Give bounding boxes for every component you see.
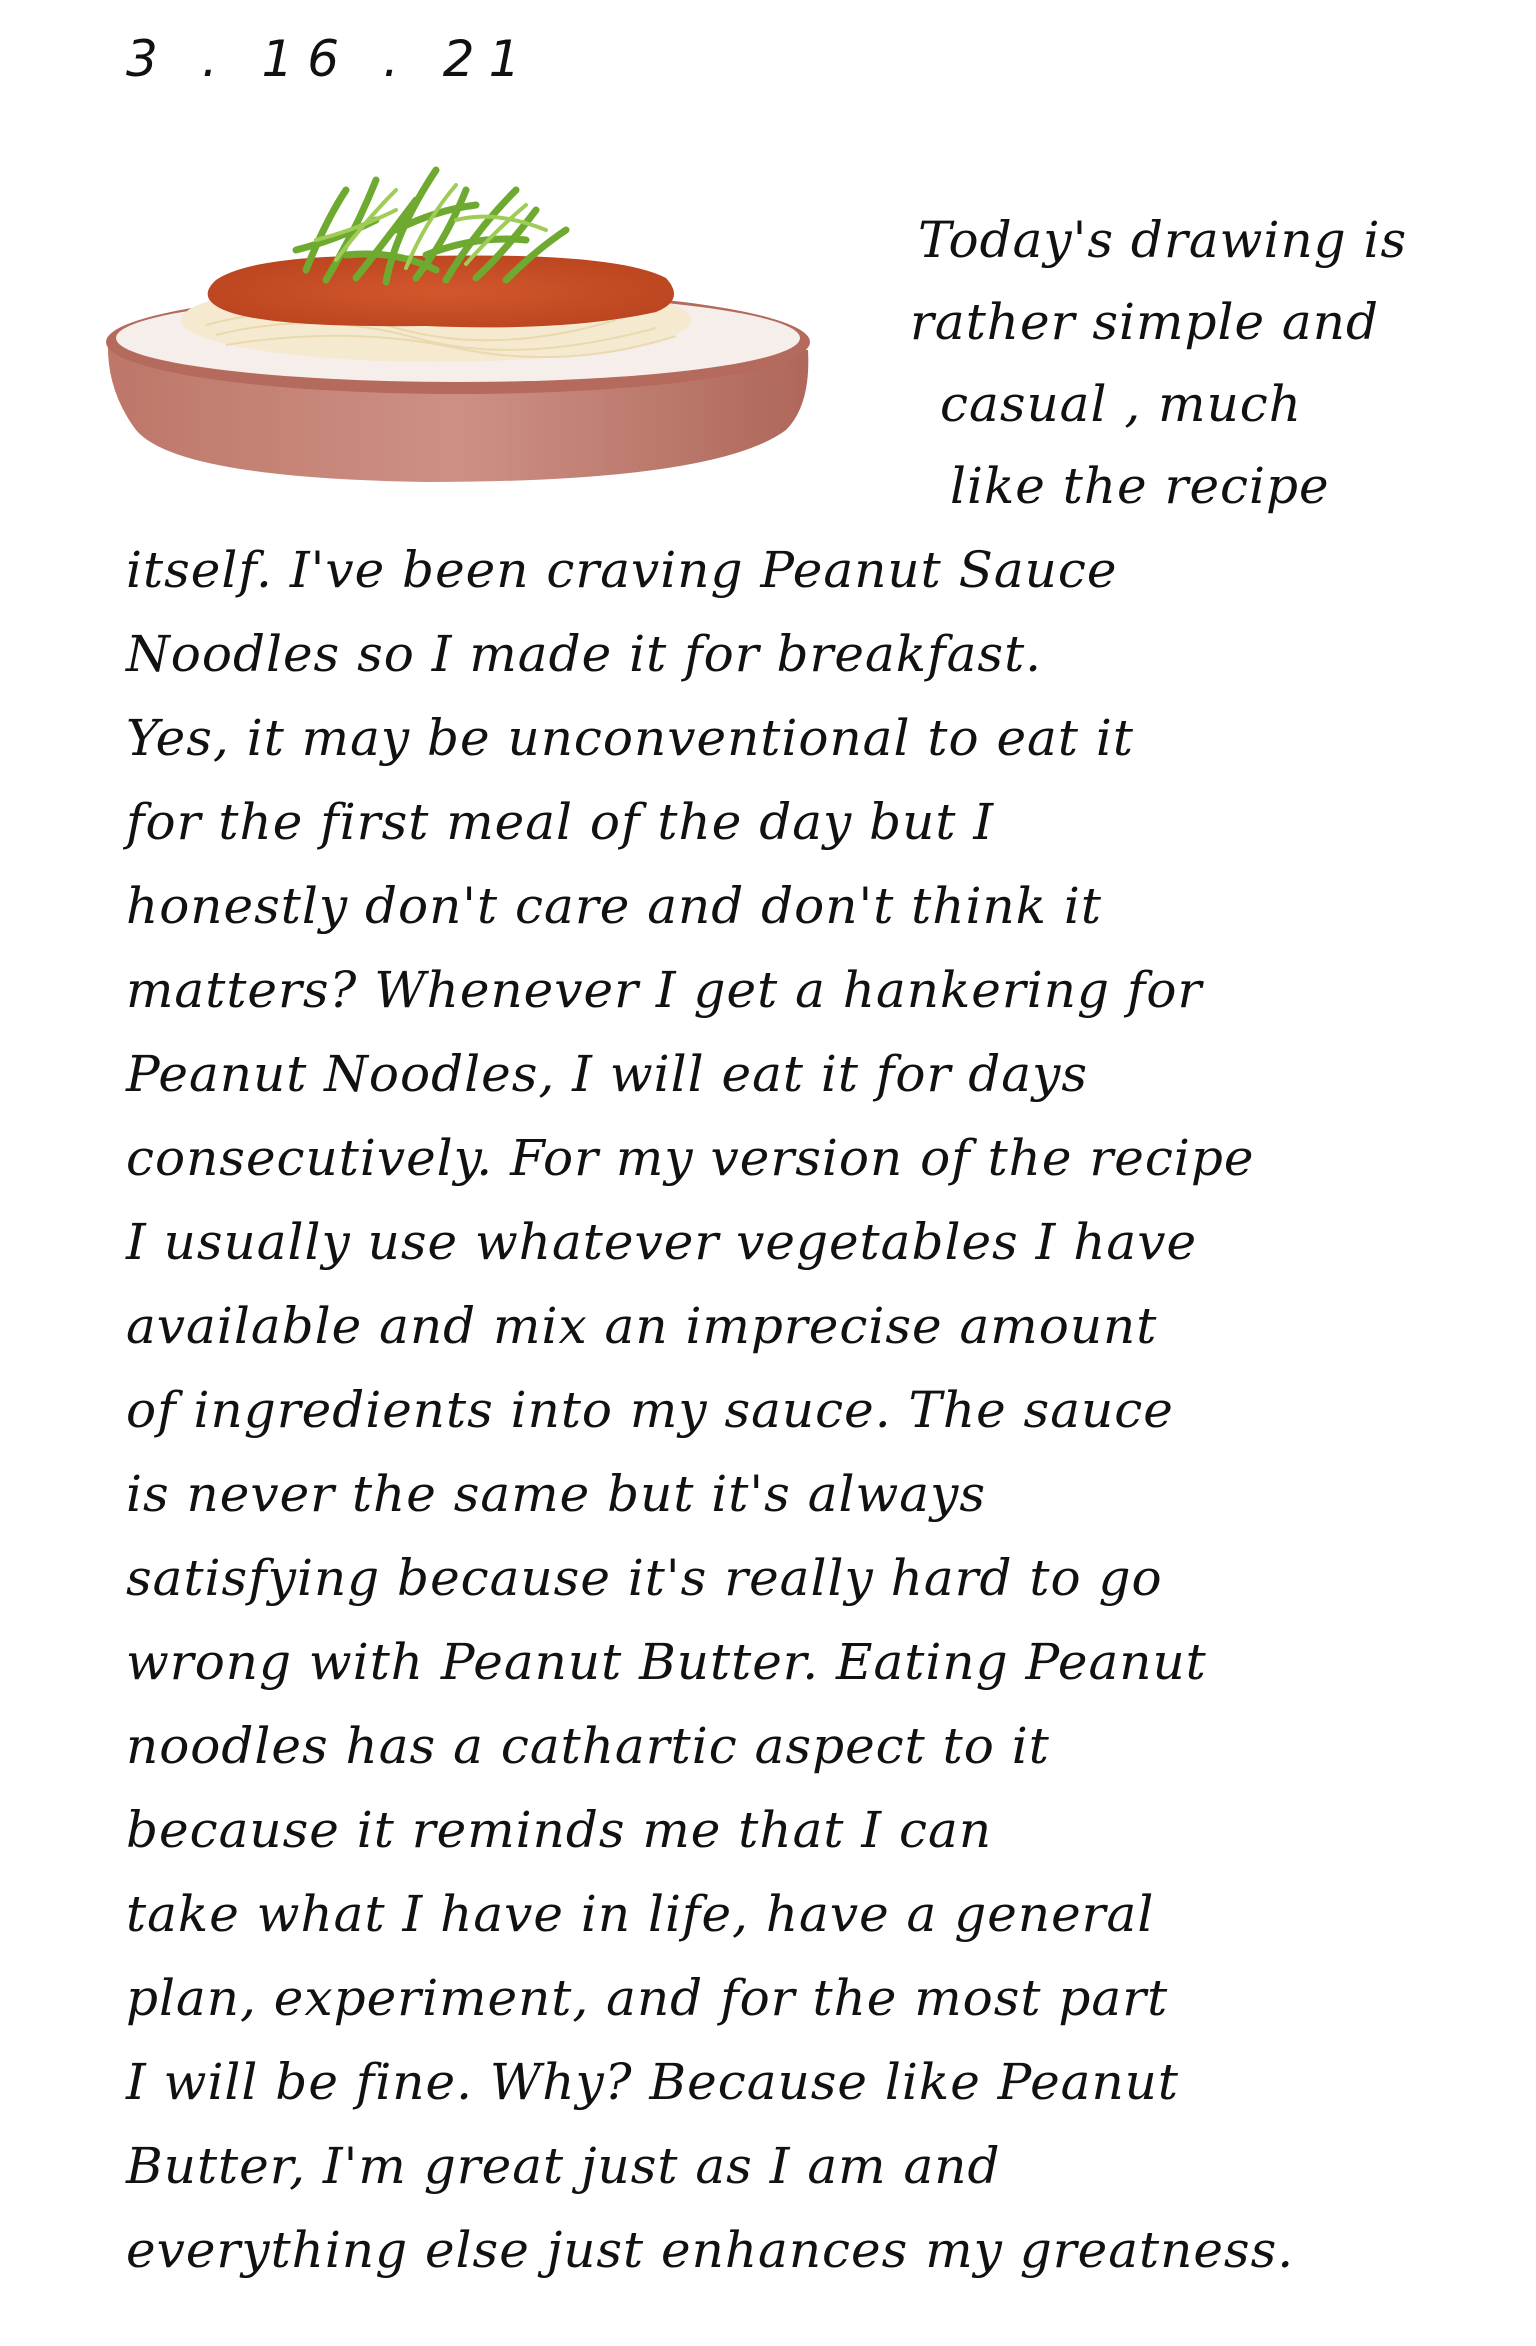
text-line: Noodles so I made it for breakfast.: [126, 625, 1043, 683]
text-line: matters? Whenever I get a hankering for: [126, 961, 1203, 1019]
text-line: rather simple and: [910, 293, 1379, 351]
text-line: honestly don't care and don't think it: [126, 877, 1102, 935]
peanut-noodle-plate-icon: [96, 160, 826, 500]
text-line: consecutively. For my version of the recipe: [126, 1129, 1255, 1187]
text-line: wrong with Peanut Butter. Eating Peanut: [126, 1633, 1207, 1691]
text-line: satisfying because it's really hard to go: [126, 1549, 1163, 1607]
entry-date: 3 . 16 . 21: [126, 30, 535, 88]
text-line: available and mix an imprecise amount: [126, 1297, 1158, 1355]
text-line: Butter, I'm great just as I am and: [126, 2137, 1001, 2195]
text-line: Yes, it may be unconventional to eat it: [126, 709, 1134, 767]
text-line: Peanut Noodles, I will eat it for days: [126, 1045, 1088, 1103]
text-line: casual , much: [940, 375, 1302, 433]
text-line: take what I have in life, have a general: [126, 1885, 1155, 1943]
text-line: itself. I've been craving Peanut Sauce: [126, 541, 1118, 599]
text-line: noodles has a cathartic aspect to it: [126, 1717, 1050, 1775]
text-line: for the first meal of the day but I: [126, 793, 995, 851]
text-line: because it reminds me that I can: [126, 1801, 993, 1859]
text-line: plan, experiment, and for the most part: [126, 1969, 1169, 2027]
text-line: is never the same but it's always: [126, 1465, 987, 1523]
text-line: I will be fine. Why? Because like Peanut: [126, 2053, 1179, 2111]
text-line: Today's drawing is: [918, 211, 1408, 269]
text-line: like the recipe: [950, 457, 1330, 515]
text-line: everything else just enhances my greatness.: [126, 2221, 1295, 2279]
text-line: I usually use whatever vegetables I have: [126, 1213, 1198, 1271]
text-line: of ingredients into my sauce. The sauce: [126, 1381, 1174, 1439]
